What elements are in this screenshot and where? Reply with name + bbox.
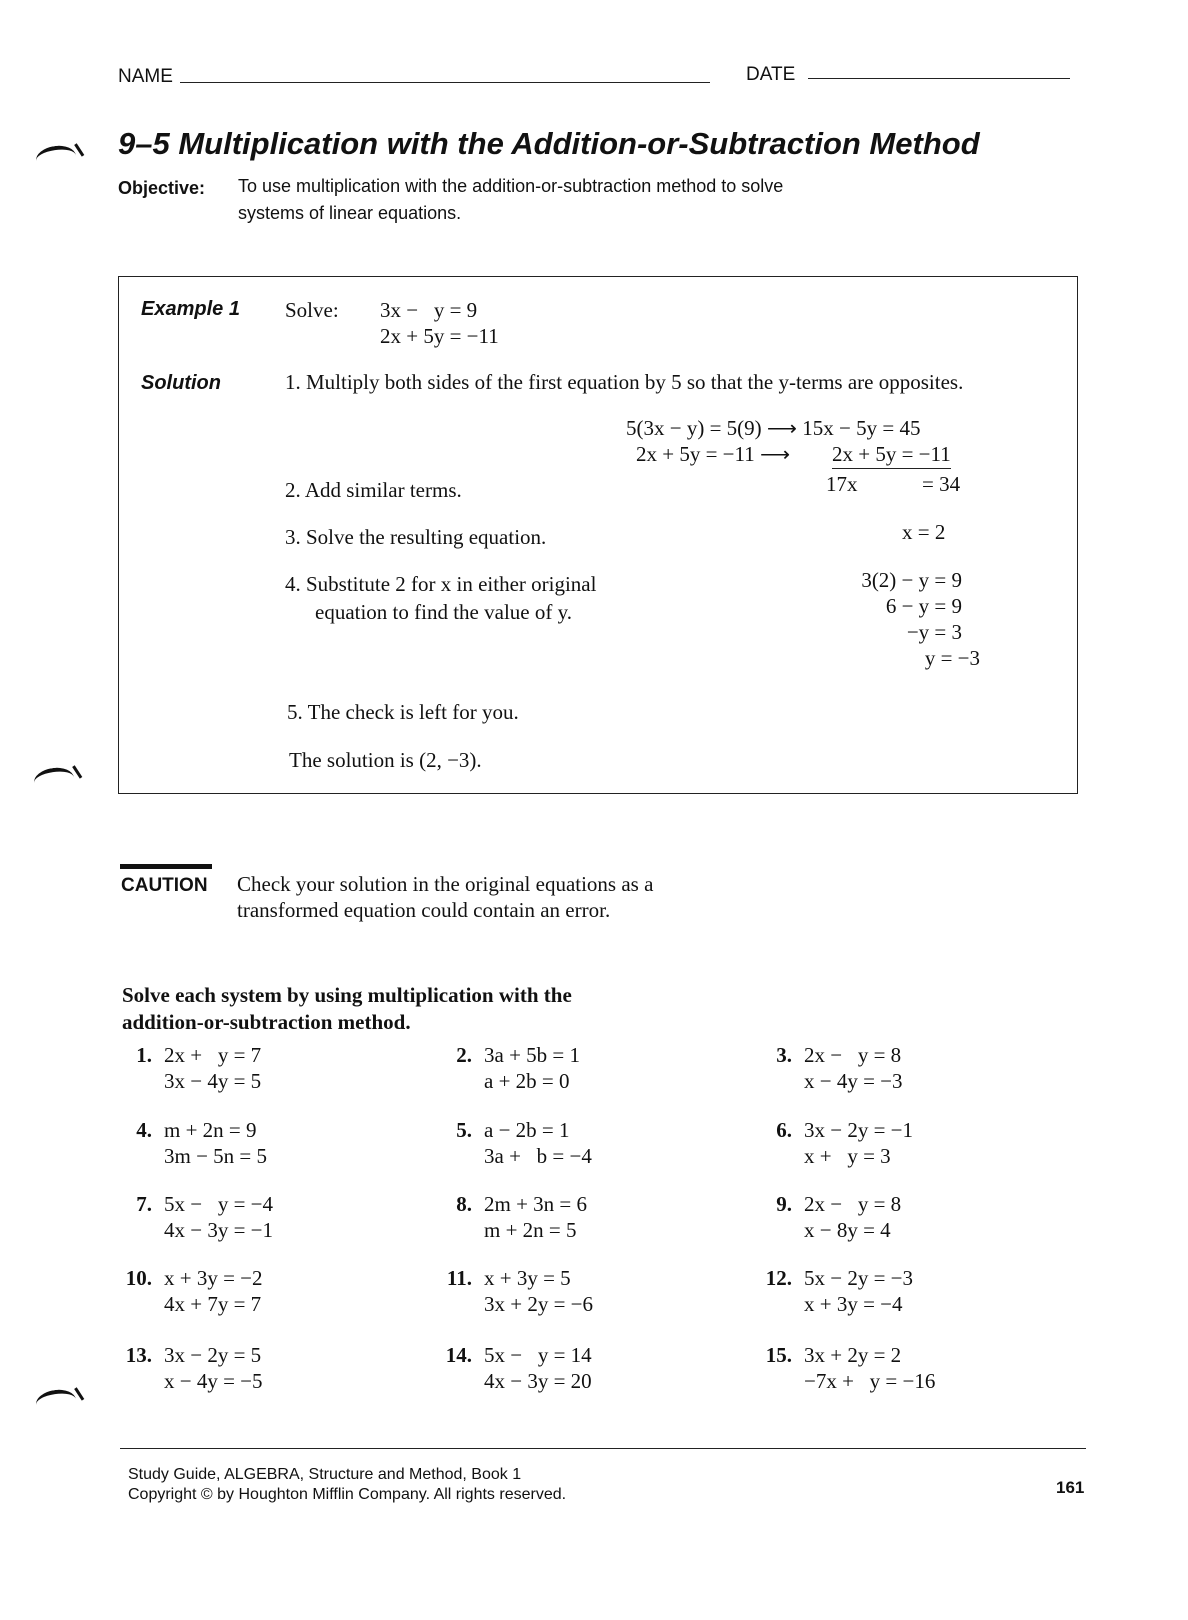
system-equation-1: 3x − y = 9 <box>380 298 478 322</box>
problem-equation-2: m + 2n = 5 <box>484 1218 577 1242</box>
problem-equation-1: 3a + 5b = 1 <box>484 1043 581 1067</box>
problem-10 <box>118 1266 418 1322</box>
solution-conclusion: The solution is (2, −3). <box>289 748 482 772</box>
problem-equation-1: 3x − 2y = 5 <box>164 1343 262 1367</box>
problem-12 <box>758 1266 1058 1322</box>
problem-number: 11. <box>446 1266 472 1290</box>
problem-2 <box>438 1043 738 1099</box>
problem-number: 4. <box>136 1118 152 1142</box>
footer-line-2: Copyright © by Houghton Mifflin Company. All rights reserved. <box>128 1486 567 1503</box>
step-4-line2: equation to find the value of y. <box>315 600 572 624</box>
binder-hole-mark <box>35 143 78 172</box>
system-equation-2: 2x + 5y = −11 <box>380 324 499 348</box>
problem-6 <box>758 1118 1058 1174</box>
instructions-line1: Solve each system by using multiplication with the <box>122 983 572 1007</box>
objective-label: Objective: <box>118 178 206 198</box>
problem-number: 14. <box>445 1343 472 1367</box>
problem-9 <box>758 1192 1058 1248</box>
problem-number: 7. <box>136 1192 152 1216</box>
binder-hole-mark <box>33 765 76 794</box>
problem-number: 10. <box>125 1266 152 1290</box>
problem-4 <box>118 1118 418 1174</box>
problem-3 <box>758 1043 1058 1099</box>
work-line-2b: 2x + 5y = −11 <box>832 442 951 469</box>
problem-number: 6. <box>776 1118 792 1142</box>
problem-equation-1: 2x − y = 8 <box>804 1192 902 1216</box>
problem-11 <box>438 1266 738 1322</box>
problem-equation-1: 5x − y = −4 <box>164 1192 274 1216</box>
substitution-line-3: −y = 3 <box>906 620 962 644</box>
substitution-line-4: y = −3 <box>924 646 980 670</box>
problem-equation-1: a − 2b = 1 <box>484 1118 570 1142</box>
step-2: 2. Add similar terms. <box>285 478 462 502</box>
problem-equation-2: 4x − 3y = 20 <box>484 1369 592 1393</box>
problem-1 <box>118 1043 418 1099</box>
substitution-line-2: 6 − y = 9 <box>885 594 962 618</box>
problem-number: 12. <box>765 1266 792 1290</box>
date-label: DATE <box>746 64 796 85</box>
work-line-1: 5(3x − y) = 5(9) ⟶ 15x − 5y = 45 <box>626 416 921 440</box>
instructions-line2: addition-or-subtraction method. <box>122 1010 411 1034</box>
step-3: 3. Solve the resulting equation. <box>285 525 547 549</box>
step-1: 1. Multiply both sides of the first equation by 5 so that the y-terms are opposites. <box>285 370 964 394</box>
problem-7 <box>118 1192 418 1248</box>
example-label: Example 1 <box>141 298 240 320</box>
problem-equation-2: x + 3y = −4 <box>804 1292 903 1316</box>
problem-number: 15. <box>765 1343 792 1367</box>
x-result: x = 2 <box>902 520 946 544</box>
page-number: 161 <box>1056 1478 1085 1497</box>
problem-equation-1: 5x − y = 14 <box>484 1343 592 1367</box>
problem-number: 9. <box>776 1192 792 1216</box>
sum-left: 17x <box>826 472 858 496</box>
problem-equation-2: 3x − 4y = 5 <box>164 1069 262 1093</box>
problem-number: 2. <box>456 1043 472 1067</box>
problem-equation-1: 5x − 2y = −3 <box>804 1266 914 1290</box>
problem-15 <box>758 1343 1058 1399</box>
problem-equation-1: x + 3y = 5 <box>484 1266 571 1290</box>
footer-rule <box>120 1448 1086 1449</box>
page-title: 9–5 Multiplication with the Addition-or-Subtraction Method <box>118 126 980 161</box>
problem-number: 5. <box>456 1118 472 1142</box>
solve-label: Solve: <box>285 298 339 322</box>
problem-equation-2: 4x − 3y = −1 <box>164 1218 274 1242</box>
footer-line-1: Study Guide, ALGEBRA, Structure and Method, Book 1 <box>128 1466 522 1483</box>
problem-number: 8. <box>456 1192 472 1216</box>
problem-equation-2: −7x + y = −16 <box>804 1369 936 1393</box>
caution-rule <box>120 864 212 869</box>
problem-equation-1: x + 3y = −2 <box>164 1266 263 1290</box>
problem-equation-2: x − 4y = −5 <box>164 1369 263 1393</box>
date-field-line[interactable] <box>808 78 1070 79</box>
problem-equation-1: m + 2n = 9 <box>164 1118 257 1142</box>
caution-text-line2: transformed equation could contain an error. <box>237 898 611 922</box>
problem-equation-1: 3x + 2y = 2 <box>804 1343 902 1367</box>
step-5: 5. The check is left for you. <box>287 700 519 724</box>
problem-5 <box>438 1118 738 1174</box>
objective-text-line1: To use multiplication with the addition-or-subtraction method to solve <box>238 176 784 196</box>
name-field-line[interactable] <box>180 82 710 83</box>
binder-hole-mark <box>35 1387 78 1416</box>
problem-13 <box>118 1343 418 1399</box>
problem-equation-2: x − 4y = −3 <box>804 1069 903 1093</box>
problem-8 <box>438 1192 738 1248</box>
problem-equation-1: 2x − y = 8 <box>804 1043 902 1067</box>
problem-equation-2: x + y = 3 <box>804 1144 891 1168</box>
solution-label: Solution <box>141 372 221 394</box>
substitution-line-1: 3(2) − y = 9 <box>861 568 962 592</box>
problem-equation-2: 3x + 2y = −6 <box>484 1292 594 1316</box>
caution-text-line1: Check your solution in the original equations as a <box>237 872 654 896</box>
objective-text-line2: systems of linear equations. <box>238 203 462 223</box>
work-line-2a: 2x + 5y = −11 ⟶ <box>636 442 791 466</box>
step-4-line1: 4. Substitute 2 for x in either original <box>285 572 597 596</box>
problem-equation-1: 2x + y = 7 <box>164 1043 262 1067</box>
problem-number: 3. <box>776 1043 792 1067</box>
problem-equation-1: 3x − 2y = −1 <box>804 1118 914 1142</box>
problem-14 <box>438 1343 738 1399</box>
problem-number: 13. <box>125 1343 152 1367</box>
problem-equation-2: a + 2b = 0 <box>484 1069 570 1093</box>
problem-equation-1: 2m + 3n = 6 <box>484 1192 588 1216</box>
problem-equation-2: x − 8y = 4 <box>804 1218 891 1242</box>
problem-equation-2: 4x + 7y = 7 <box>164 1292 262 1316</box>
name-label: NAME <box>118 66 173 87</box>
caution-label: CAUTION <box>121 875 208 896</box>
problem-equation-2: 3a + b = −4 <box>484 1144 592 1168</box>
problem-number: 1. <box>136 1043 152 1067</box>
problem-equation-2: 3m − 5n = 5 <box>164 1144 268 1168</box>
sum-right: = 34 <box>922 472 961 496</box>
